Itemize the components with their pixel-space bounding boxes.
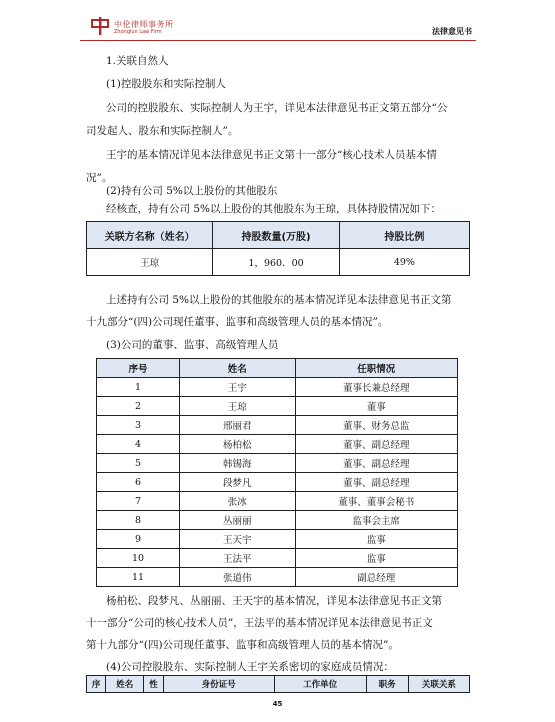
table-cell: 副总经理	[295, 568, 457, 587]
table-row	[97, 454, 458, 473]
subsection-heading: (3)公司的董事、监事、高级管理人员	[106, 339, 279, 351]
table-cell: 张冰	[180, 492, 296, 511]
table-header: 姓名	[180, 359, 296, 378]
table-cell: 8	[97, 511, 180, 530]
table-cell: 王琼	[87, 249, 213, 276]
table-cell: 2	[97, 397, 180, 416]
paragraph-line: 第十九部分“(四)公司现任董事、监事和高级管理人员的基本情况”。	[86, 639, 399, 651]
table-header: 姓名	[106, 676, 144, 693]
subsection-heading: (4)公司控股股东、实际控制人王宇关系密切的家庭成员情况：	[106, 661, 394, 673]
table-header: 持股数量(万股)	[213, 222, 339, 249]
table-cell: 韩锡海	[180, 454, 296, 473]
table-cell: 董事、副总经理	[295, 454, 457, 473]
page-header	[80, 16, 476, 41]
paragraph-line: 公司的控股股东、实际控制人为王宇，详见本法律意见书正文第五部分“公	[106, 102, 448, 114]
directors-table	[96, 358, 458, 587]
paragraph-line: 司发起人、股东和实际控制人”。	[86, 125, 239, 137]
table-cell: 7	[97, 492, 180, 511]
table-row	[97, 492, 458, 511]
table-row	[97, 378, 458, 397]
table-cell: 王琼	[180, 397, 296, 416]
table-cell: 张道伟	[180, 568, 296, 587]
table-header: 任职情况	[295, 359, 457, 378]
table-header: 关联方名称（姓名）	[87, 222, 213, 249]
table-cell: 王天宇	[180, 530, 296, 549]
firm-name-english: Zhonglun Law Firm	[114, 29, 162, 35]
table-row	[97, 416, 458, 435]
table-cell: 董事长兼总经理	[295, 378, 457, 397]
table-cell: 王法平	[180, 549, 296, 568]
table-cell: 11	[97, 568, 180, 587]
table-cell: 5	[97, 454, 180, 473]
paragraph-line: 杨柏松、段梦凡、丛丽丽、王天宇的基本情况，详见本法律意见书正文第	[106, 595, 442, 607]
table-row	[97, 549, 458, 568]
table-cell: 董事、副总经理	[295, 435, 457, 454]
paragraph-line: 王宇的基本情况详见本法律意见书正文第十一部分“核心技术人员基本情	[106, 149, 437, 161]
table-row	[97, 473, 458, 492]
table-cell: 监事	[295, 549, 457, 568]
family-members-table	[86, 675, 470, 693]
table-cell: 王宇	[180, 378, 296, 397]
table-cell: 董事	[295, 397, 457, 416]
table-cell: 4	[97, 435, 180, 454]
table-cell: 丛丽丽	[180, 511, 296, 530]
firm-logo-icon	[90, 16, 110, 36]
table-header: 性	[144, 676, 163, 693]
table-row	[87, 249, 470, 276]
table-cell: 段梦凡	[180, 473, 296, 492]
table-cell: 1	[97, 378, 180, 397]
table-row	[97, 511, 458, 530]
table-cell: 董事、财务总监	[295, 416, 457, 435]
paragraph-line: 上述持有公司 5%以上股份的其他股东的基本情况详见本法律意见书正文第	[106, 294, 452, 306]
table-header: 职务	[366, 676, 408, 693]
paragraph-line: 十九部分“(四)公司现任董事、监事和高级管理人员的基本情况”。	[86, 316, 389, 328]
table-row	[97, 397, 458, 416]
table-header: 身份证号	[163, 676, 274, 693]
table-cell: 1，960．00	[213, 249, 339, 276]
table-cell: 9	[97, 530, 180, 549]
table-cell: 杨柏松	[180, 435, 296, 454]
table-cell: 监事会主席	[295, 511, 457, 530]
document-title: 法律意见书	[432, 27, 472, 36]
paragraph-line: 况”。	[86, 172, 113, 184]
paragraph-line: 经核查，持有公司 5%以上股份的其他股东为王琼，具体持股情况如下：	[106, 203, 441, 215]
table-cell: 3	[97, 416, 180, 435]
table-row	[97, 568, 458, 587]
page-number: 45	[272, 700, 283, 708]
table-row	[97, 435, 458, 454]
table-cell: 49%	[339, 249, 469, 276]
firm-name: 中伦律师事务所	[114, 20, 174, 29]
table-header: 序号	[97, 359, 180, 378]
table-cell: 6	[97, 473, 180, 492]
table-cell: 邢丽君	[180, 416, 296, 435]
table-cell: 10	[97, 549, 180, 568]
table-cell: 董事、董事会秘书	[295, 492, 457, 511]
shareholding-table	[86, 221, 470, 276]
paragraph-line: 十一部分“公司的核心技术人员”，王法平的基本情况详见本法律意见书正文	[86, 617, 433, 629]
table-header: 持股比例	[339, 222, 469, 249]
table-header: 关联关系	[408, 676, 469, 693]
table-header: 序	[87, 676, 106, 693]
table-cell: 董事、副总经理	[295, 473, 457, 492]
table-cell: 监事	[295, 530, 457, 549]
subsection-heading: (1)控股股东和实际控制人	[106, 78, 226, 90]
section-heading: 1.关联自然人	[106, 55, 169, 67]
table-header: 工作单位	[274, 676, 366, 693]
table-row	[97, 530, 458, 549]
subsection-heading: (2)持有公司 5%以上股份的其他股东	[106, 185, 278, 197]
